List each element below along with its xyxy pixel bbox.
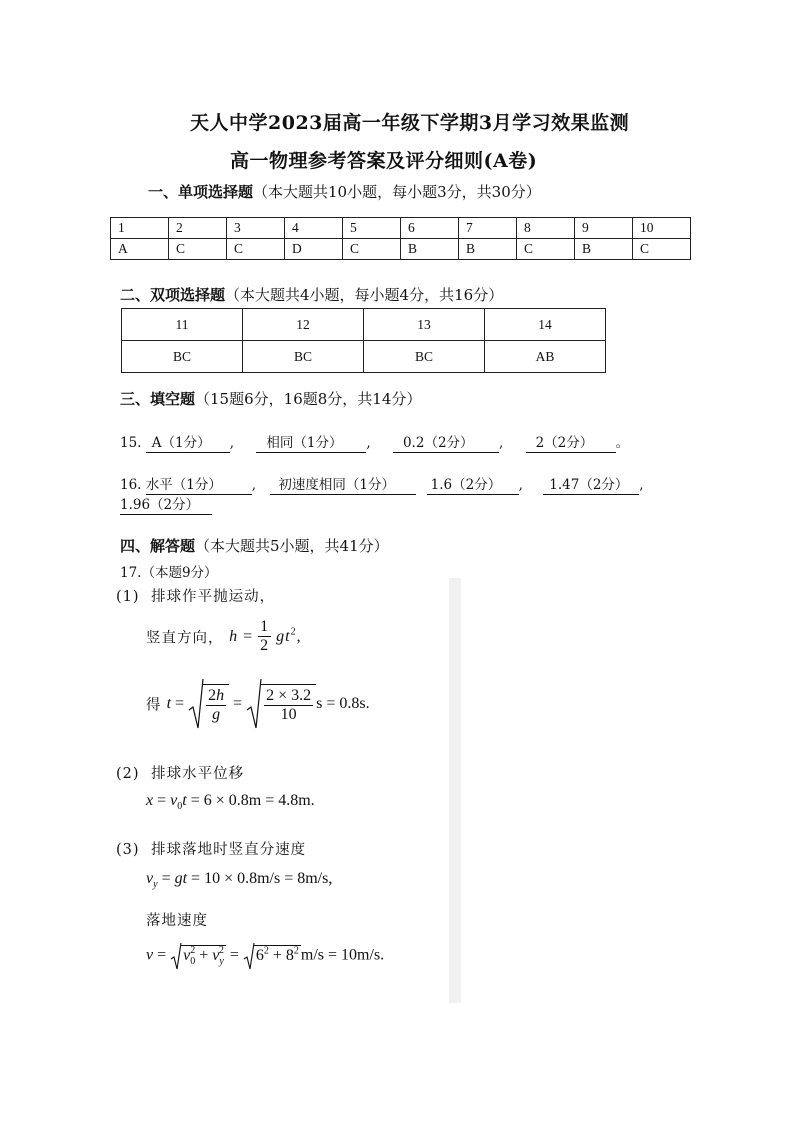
q17-p1-label: (1)	[116, 589, 140, 605]
table-cell: C	[343, 239, 401, 260]
table-cell: C	[227, 239, 285, 260]
q17-p1-formula-1	[146, 618, 302, 656]
q15-line: 15. A（1分） , 相同（1分） , 0.2（2分） , 2（2分） 。	[120, 431, 629, 453]
table-cell: 14	[485, 309, 606, 341]
q16-answer-5: 1.96（2分）	[120, 493, 212, 515]
q17-p3-text: 排球落地时竖直分速度	[151, 842, 307, 858]
q17-part2	[116, 762, 244, 783]
q15-answer-1: A（1分）	[146, 431, 230, 453]
fraction-2h-over-g: $\frac{2h}{g}$	[203, 684, 229, 725]
table-cell: 13	[364, 309, 485, 341]
table-cell: AB	[485, 341, 606, 373]
q17-p1-get: 得	[146, 697, 162, 714]
q17-p1-vertical: 竖直方向，	[146, 630, 224, 647]
shaded-margin	[449, 578, 461, 1003]
formula-time: t = $\frac{2h}{g}$ = $\frac{2 \times 3.2}{10}$ s = 0.8s.	[167, 695, 370, 712]
table-cell: 4	[285, 218, 343, 239]
table-cell: B	[401, 239, 459, 260]
q16-answer-2: 初速度相同（1分）	[270, 473, 416, 495]
table-cell: BC	[364, 341, 485, 373]
q17-part3	[116, 838, 306, 859]
formula-displacement: $x = v_0t = 6 \times 0.8m = 4.8m$.	[146, 792, 315, 813]
table-cell: A	[111, 239, 169, 260]
formula-height: h = $\frac{1}{2}$ $gt^2$,	[229, 618, 302, 655]
table-cell: BC	[243, 341, 364, 373]
table-cell: 12	[243, 309, 364, 341]
table-cell: 1	[111, 218, 169, 239]
table-row-answers	[111, 239, 691, 260]
table-cell: 2	[169, 218, 227, 239]
sqrt-sign-icon	[188, 678, 204, 730]
q17-part1	[116, 585, 275, 606]
formula-vertical-velocity: $v_y$ = gt = 10 × 0.8m/s = 8m/s,	[146, 870, 333, 891]
table-cell: 8	[517, 218, 575, 239]
table-cell: B	[459, 239, 517, 260]
section4-note: （本大题共5小题，共41分）	[195, 537, 389, 555]
fraction-half: $\frac{1}{2}$	[260, 618, 270, 655]
section1-heading	[148, 181, 541, 202]
table-cell: 6	[401, 218, 459, 239]
section2-heading	[120, 284, 503, 305]
q17-p2-label: (2)	[116, 766, 140, 782]
q17-p1-text: 排球作平抛运动，	[151, 589, 276, 605]
q15-end: 。	[615, 435, 630, 451]
section2-note: （本大题共4小题，每小题4分，共16分）	[225, 286, 504, 304]
section2-title: 二、双项选择题	[120, 286, 226, 304]
table-cell: C	[169, 239, 227, 260]
section4-heading	[120, 535, 389, 556]
section4-title: 四、解答题	[120, 537, 196, 555]
table-cell: C	[633, 239, 691, 260]
section3-note: （15题6分，16题8分，共14分）	[195, 390, 422, 408]
q15-answer-3: 0.2（2分）	[393, 431, 499, 453]
q16-line: 16. 水平（1分） , 初速度相同（1分） 1.6（2分） , 1.47（2分） ,	[120, 473, 644, 495]
q16-answer-4: 1.47（2分）	[543, 473, 639, 495]
section3-heading	[120, 388, 421, 409]
q16-label: 16.	[120, 477, 142, 493]
formula-landing-speed: $v = v_0^2 + v_y^2 = 6^2 + 8^2$ m/s = 10m/s.	[146, 942, 384, 970]
section1-note: （本大题共10小题，每小题3分，共30分）	[253, 183, 541, 201]
table-cell: 11	[122, 309, 243, 341]
q15-answer-4: 2（2分）	[526, 431, 616, 453]
section2-answer-table	[121, 308, 606, 373]
q17-p1-formula-2	[146, 678, 370, 730]
table-cell: B	[575, 239, 633, 260]
section3-title: 三、填空题	[120, 390, 196, 408]
section1-title: 一、单项选择题	[148, 183, 254, 201]
q17-p3-land: 落地速度	[146, 913, 208, 929]
table-cell: 7	[459, 218, 517, 239]
table-row-numbers	[122, 309, 606, 341]
table-cell: 5	[343, 218, 401, 239]
q17-p3-label: (3)	[116, 842, 140, 858]
q16-answer-3: 1.6（2分）	[427, 473, 519, 495]
sqrt-sign-icon	[246, 678, 262, 730]
q17-p2-text: 排球水平位移	[151, 766, 245, 782]
fraction-numeric: $\frac{2 \times 3.2}{10}$	[261, 684, 316, 725]
table-cell: D	[285, 239, 343, 260]
q16-answer-1: 水平（1分）	[146, 473, 252, 495]
q17-label: 17.（本题9分）	[120, 565, 218, 581]
q16-line-2	[120, 493, 212, 515]
table-cell: C	[517, 239, 575, 260]
table-cell: BC	[122, 341, 243, 373]
table-cell: 9	[575, 218, 633, 239]
section1-answer-table	[110, 217, 691, 260]
answer-title: 高一物理参考答案及评分细则(A卷)	[230, 150, 538, 172]
table-row-answers	[122, 341, 606, 373]
q15-answer-2: 相同（1分）	[256, 431, 366, 453]
table-cell: 10	[633, 218, 691, 239]
exam-title: 天人中学2023届高一年级下学期3月学习效果监测	[190, 112, 630, 134]
table-cell: 3	[227, 218, 285, 239]
table-row-numbers	[111, 218, 691, 239]
q15-label: 15.	[120, 435, 142, 451]
